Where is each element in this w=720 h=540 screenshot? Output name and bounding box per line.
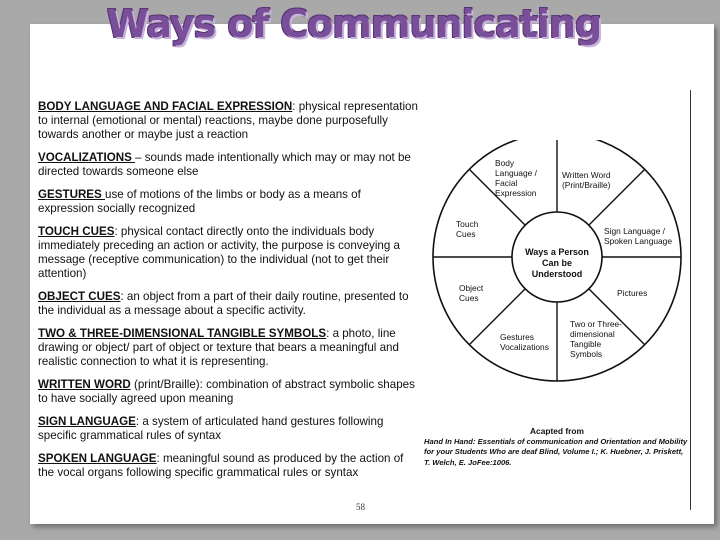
page-title: Ways of Communicating [106, 2, 602, 46]
source-credit [424, 426, 690, 468]
definition-sign-language [38, 415, 418, 443]
definition-touch-cues [38, 225, 418, 281]
term-label: SIGN LANGUAGE [38, 415, 136, 428]
definition-spoken-language [38, 452, 418, 480]
definition-written-word [38, 378, 418, 406]
segment-body-language: Body Language / Facial Expression [495, 158, 537, 198]
term-description: (print/Braille): combination of abstract symbolic shapes to have socially agreed upon meaning [38, 378, 415, 405]
definitions-list [38, 100, 418, 489]
term-description: : physical contact directly onto the individuals body immediately preceding an action or activity, the purpose is conveying a message (receptive communication) to the individual (not to get their attention) [38, 225, 400, 280]
definition-gestures [38, 188, 418, 216]
term-label: WRITTEN WORD [38, 378, 131, 391]
segment-gestures: Gestures Vocalizations [500, 332, 549, 352]
term-label: TOUCH CUES [38, 225, 115, 238]
definition-body-language [38, 100, 418, 142]
definition-tangible-symbols [38, 327, 418, 369]
vertical-divider [690, 90, 691, 510]
term-label: BODY LANGUAGE AND FACIAL EXPRESSION [38, 100, 293, 113]
term-description: use of motions of the limbs or body as a means of expression socially recognized [38, 188, 361, 215]
definition-object-cues [38, 290, 418, 318]
term-label: SPOKEN LANGUAGE [38, 452, 157, 465]
term-description: : a photo, line drawing or object/ part of object or texture that bears a meaningful and realistic connection to what it is representing. [38, 327, 399, 368]
segment-tangible-symbols: Two or Three-dimensional Tangible Symbols [570, 319, 622, 359]
segment-object-cues: Object Cues [459, 283, 484, 303]
segment-written-word: Written Word (Print/Braille) [562, 170, 611, 190]
term-label: OBJECT CUES [38, 290, 121, 303]
diagram-center-label: Ways a Person Can be Understood [525, 247, 589, 279]
term-description: : physical representation to internal (emotional or mental) reactions, maybe done purposefully towards another or maybe just a reaction [38, 100, 418, 141]
term-description: : a system of articulated hand gestures following specific grammatical rules of syntax [38, 415, 384, 442]
term-label: TWO & THREE-DIMENSIONAL TANGIBLE SYMBOLS [38, 327, 327, 340]
term-description: : meaningful sound as produced by the action of the vocal organs following specific grammatical rules or syntax [38, 452, 404, 479]
segment-touch-cues: Touch Cues [456, 219, 479, 239]
term-description: : an object from a part of their daily routine, presented to the individual as a message about a specific activity. [38, 290, 409, 317]
credit-heading: Acapted from [530, 426, 584, 436]
segment-sign-language: Sign Language / Spoken Language [604, 226, 672, 246]
term-label: GESTURES [38, 188, 105, 201]
definition-vocalizations [38, 151, 418, 179]
segment-pictures: Pictures [617, 288, 648, 298]
term-label: VOCALIZATIONS [38, 151, 136, 164]
page-number: 58 [356, 502, 365, 512]
credit-body: Hand In Hand: Essentials of communication and Orientation and Mobility for your Students Who are deaf Blind, Volume I.; K. Huebner, J. Priskett, T. Welch, E. JoFee:1006. [424, 436, 688, 467]
term-description: – sounds made intentionally which may or may not be directed towards someone else [38, 151, 411, 178]
